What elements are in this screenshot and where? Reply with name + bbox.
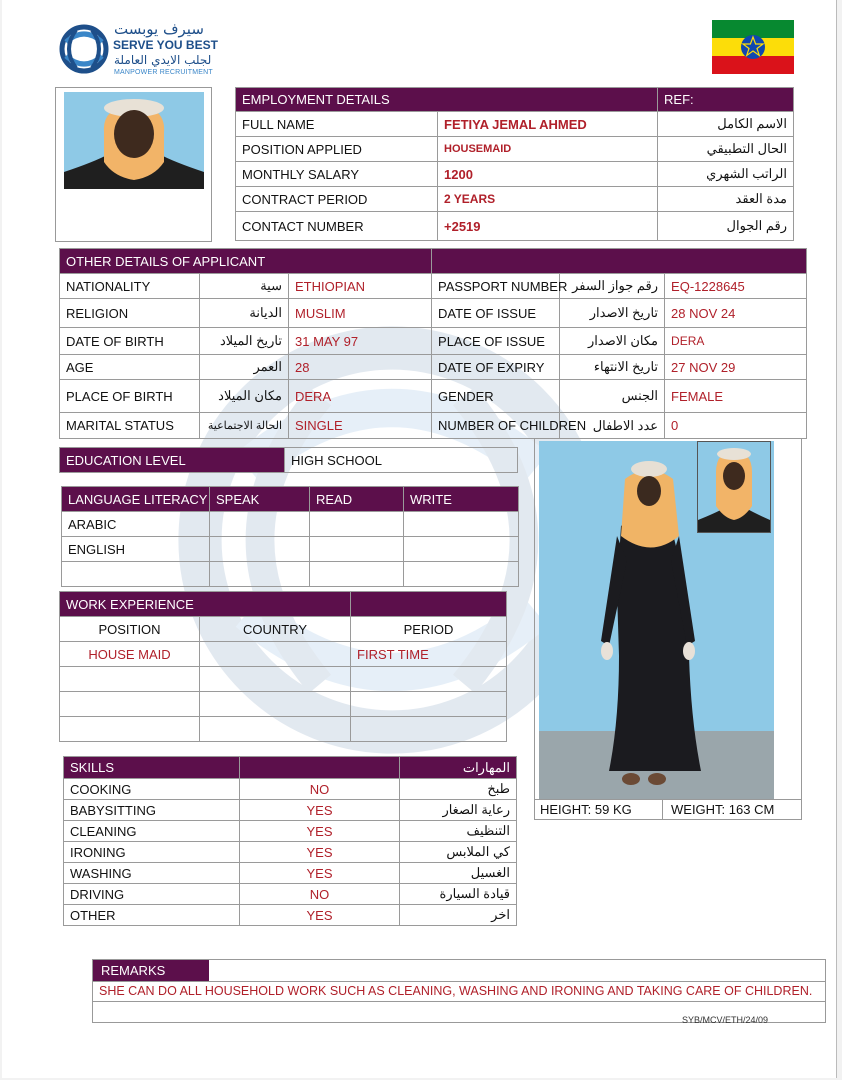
number-of-children-value: 0 (665, 413, 807, 439)
measurements-row (535, 799, 801, 820)
employment-details-table (235, 87, 794, 241)
work-empty-cell (200, 692, 351, 717)
language-english-speak (210, 537, 310, 562)
nationality-label-ar: سية (200, 274, 289, 299)
date-of-expiry-label: DATE OF EXPIRY (432, 355, 560, 380)
footer-code: SYB/MCV/ETH/24/09 (682, 1015, 769, 1025)
religion-label-ar: الديانة (200, 299, 289, 328)
brand-name-en: SERVE YOU BEST (113, 38, 218, 52)
remarks-text: SHE CAN DO ALL HOUSEHOLD WORK SUCH AS CLEANING, WASHING AND IRONING AND TAKING CARE OF CHILDREN. (99, 984, 813, 998)
number-of-children-label: NUMBER OF CHILDREN (432, 413, 560, 439)
full-body-photo-frame (534, 438, 802, 820)
skills-table (63, 756, 517, 926)
work-empty-cell (60, 717, 200, 742)
skill-cooking-label: COOKING (64, 779, 240, 800)
other-details-table (59, 248, 807, 439)
religion-label: RELIGION (60, 299, 200, 328)
age-value: 28 (289, 355, 432, 380)
brand-tagline-ar: لجلب الايدي العاملة (114, 53, 212, 67)
position-column-header: POSITION (60, 617, 200, 642)
date-of-issue-label: DATE OF ISSUE (432, 299, 560, 328)
period-column-header: PERIOD (351, 617, 507, 642)
work-empty-cell (351, 667, 507, 692)
place-of-birth-label-ar: مكان الميلاد (200, 380, 289, 413)
work-experience-table (59, 591, 507, 742)
nationality-value: ETHIOPIAN (289, 274, 432, 299)
language-arabic-write (404, 512, 519, 537)
brand-logo (58, 20, 218, 80)
religion-value: MUSLIM (289, 299, 432, 328)
monthly-salary-label-ar: الراتب الشهري (658, 162, 794, 187)
work-empty-cell (60, 667, 200, 692)
skills-header: SKILLS (64, 757, 240, 779)
skill-ironing-label: IRONING (64, 842, 240, 863)
work-country-value (200, 642, 351, 667)
write-header: WRITE (404, 487, 519, 512)
language-table (61, 486, 519, 587)
skill-cooking-value: NO (240, 779, 400, 800)
nationality-label: NATIONALITY (60, 274, 200, 299)
work-empty-cell (351, 692, 507, 717)
language-english-write (404, 537, 519, 562)
skill-driving-value: NO (240, 884, 400, 905)
contact-number-label-ar: رقم الجوال (658, 212, 794, 241)
employment-details-header: EMPLOYMENT DETAILS (236, 88, 658, 112)
brand-knot-icon (58, 22, 110, 76)
age-label: AGE (60, 355, 200, 380)
gender-value: FEMALE (665, 380, 807, 413)
other-details-header: OTHER DETAILS OF APPLICANT (60, 249, 432, 274)
language-literacy-header: LANGUAGE LITERACY (62, 487, 210, 512)
monthly-salary-label: MONTHLY SALARY (236, 162, 438, 187)
skill-washing-value: YES (240, 863, 400, 884)
position-applied-label: POSITION APPLIED (236, 137, 438, 162)
cv-sheet (2, 0, 837, 1078)
weight-value: WEIGHT: 163 CM (671, 802, 775, 817)
brand-name-ar: سيرف يوبست (114, 20, 204, 38)
work-empty-cell (60, 692, 200, 717)
skill-other-value: YES (240, 905, 400, 926)
work-empty-cell (200, 667, 351, 692)
language-arabic-speak (210, 512, 310, 537)
skill-driving-label: DRIVING (64, 884, 240, 905)
skill-washing-label: WASHING (64, 863, 240, 884)
passport-photo-frame (55, 87, 212, 242)
language-empty-row (62, 562, 210, 587)
place-of-issue-label-ar: مكان الاصدار (560, 328, 665, 355)
date-of-birth-label: DATE OF BIRTH (60, 328, 200, 355)
work-empty-cell (351, 717, 507, 742)
inset-portrait (698, 442, 770, 532)
place-of-birth-label: PLACE OF BIRTH (60, 380, 200, 413)
ethiopia-flag-icon (712, 20, 794, 74)
skill-cleaning-label: CLEANING (64, 821, 240, 842)
skill-washing-label-ar: الغسيل (400, 863, 517, 884)
skill-cooking-label-ar: طبخ (400, 779, 517, 800)
contract-period-value: 2 YEARS (438, 187, 658, 212)
skill-driving-label-ar: قيادة السيارة (400, 884, 517, 905)
date-of-birth-label-ar: تاريخ الميلاد (200, 328, 289, 355)
gender-label: GENDER (432, 380, 560, 413)
position-applied-label-ar: الحال التطبيقي (658, 137, 794, 162)
education-table (59, 447, 518, 473)
monthly-salary-value: 1200 (438, 162, 658, 187)
skill-babysitting-value: YES (240, 800, 400, 821)
skill-babysitting-label-ar: رعاية الصغار (400, 800, 517, 821)
country-column-header: COUNTRY (200, 617, 351, 642)
full-name-label: FULL NAME (236, 112, 438, 137)
read-header: READ (310, 487, 404, 512)
place-of-birth-value: DERA (289, 380, 432, 413)
marital-status-label: MARITAL STATUS (60, 413, 200, 439)
date-of-issue-value: 28 NOV 24 (665, 299, 807, 328)
passport-number-value: EQ-1228645 (665, 274, 807, 299)
skill-ironing-value: YES (240, 842, 400, 863)
marital-status-value: SINGLE (289, 413, 432, 439)
work-position-value: HOUSE MAID (60, 642, 200, 667)
height-value: HEIGHT: 59 KG (535, 800, 663, 820)
skill-cleaning-value: YES (240, 821, 400, 842)
passport-photo (64, 92, 204, 189)
contract-period-label: CONTRACT PERIOD (236, 187, 438, 212)
skill-ironing-label-ar: كي الملابس (400, 842, 517, 863)
place-of-issue-label: PLACE OF ISSUE (432, 328, 560, 355)
education-level-value: HIGH SCHOOL (285, 448, 518, 473)
language-english: ENGLISH (62, 537, 210, 562)
marital-status-label-ar: الحالة الاجتماعية (200, 413, 289, 439)
skill-cleaning-label-ar: التنظيف (400, 821, 517, 842)
skill-other-label-ar: اخر (400, 905, 517, 926)
contact-number-label: CONTACT NUMBER (236, 212, 438, 241)
age-label-ar: العمر (200, 355, 289, 380)
full-name-value: FETIYA JEMAL AHMED (438, 112, 658, 137)
ref-label: REF: (658, 88, 794, 112)
speak-header: SPEAK (210, 487, 310, 512)
education-level-label: EDUCATION LEVEL (60, 448, 285, 473)
work-period-value: FIRST TIME (351, 642, 507, 667)
remarks-header: REMARKS (93, 960, 209, 981)
language-arabic: ARABIC (62, 512, 210, 537)
gender-label-ar: الجنس (560, 380, 665, 413)
brand-tagline-en: MANPOWER RECRUITMENT (114, 69, 213, 76)
date-of-birth-value: 31 MAY 97 (289, 328, 432, 355)
passport-number-label-ar: رقم جواز السفر (560, 274, 665, 299)
language-empty-cell (310, 562, 404, 587)
remarks-box (92, 959, 826, 1023)
language-empty-cell (404, 562, 519, 587)
work-experience-header: WORK EXPERIENCE (60, 592, 351, 617)
language-arabic-read (310, 512, 404, 537)
skill-other-label: OTHER (64, 905, 240, 926)
passport-number-label: PASSPORT NUMBER (432, 274, 560, 299)
skills-header-ar: المهارات (400, 757, 517, 779)
number-of-children-label-ar: عدد الاطفال (560, 413, 665, 439)
other-details-header-right (432, 249, 807, 274)
language-english-read (310, 537, 404, 562)
date-of-issue-label-ar: تاريخ الاصدار (560, 299, 665, 328)
place-of-issue-value: DERA (665, 328, 807, 355)
skills-header-mid (240, 757, 400, 779)
language-empty-cell (210, 562, 310, 587)
work-empty-cell (200, 717, 351, 742)
full-name-label-ar: الاسم الكامل (658, 112, 794, 137)
contract-period-label-ar: مدة العقد (658, 187, 794, 212)
skill-babysitting-label: BABYSITTING (64, 800, 240, 821)
date-of-expiry-label-ar: تاريخ الانتهاء (560, 355, 665, 380)
date-of-expiry-value: 27 NOV 29 (665, 355, 807, 380)
inset-portrait-frame (697, 441, 771, 533)
contact-number-value: +2519 (438, 212, 658, 241)
work-experience-header-right (351, 592, 507, 617)
position-applied-value: HOUSEMAID (438, 137, 658, 162)
